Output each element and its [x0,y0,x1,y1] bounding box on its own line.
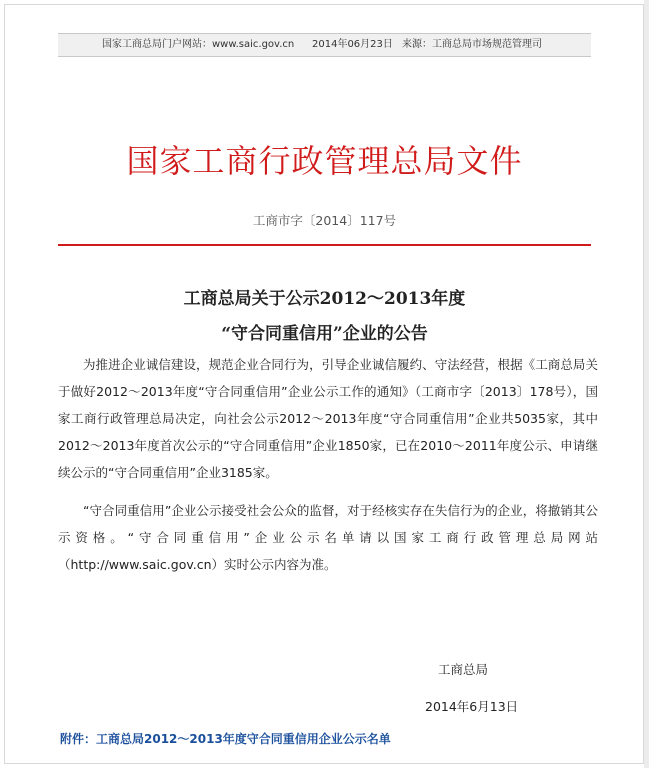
vertical-scrollbar[interactable] [644,0,649,768]
info-bar [58,33,591,57]
source-name: 工商总局市场规范管理司 [432,39,542,50]
body-paragraph-2: “守合同重信用”企业公示接受社会公众的监督，对于经核实存在失信行为的企业，将撤销其公示资格。“守合同重信用”企业公示名单请以国家工商行政管理总局网站（http://www.saic.gov.cn）实时公示内容为准。 [58,503,598,572]
headline-line-2: “守合同重信用”企业的公告 [221,324,428,344]
agency-title: 国家工商行政管理总局文件 [126,142,523,180]
signature-date: 2014年6月13日 [425,699,519,714]
body-paragraph-1: 为推进企业诚信建设，规范企业合同行为，引导企业诚信履约、守法经营，根据《工商总局关于做好2012～2013年度“守合同重信用”企业公示工作的通知》（工商市字〔2013〕178号），国家工商行政管理总局决定，向社会公示2012～2013年度“守合同重信用”企业共5035家，其中2012～2013年度首次公示的“守合同重信用”企业1850家，已在2010～2011年度公示、申请继续公示的“守合同重信用”企业3185家。 [58,357,598,480]
signature-organization: 工商总局 [438,662,489,677]
source-label: 来源： [402,39,432,50]
red-divider [58,244,591,246]
attachment-link[interactable]: 附件：工商总局2012～2013年度守合同重信用企业公示名单 [60,732,391,746]
headline-line-1: 工商总局关于公示2012～2013年度 [183,289,466,309]
publish-date: 2014年06月23日 [312,39,393,50]
document-number: 工商市字〔2014〕117号 [252,213,397,228]
portal-label: 国家工商总局门户网站：www.saic.gov.cn [102,39,295,50]
